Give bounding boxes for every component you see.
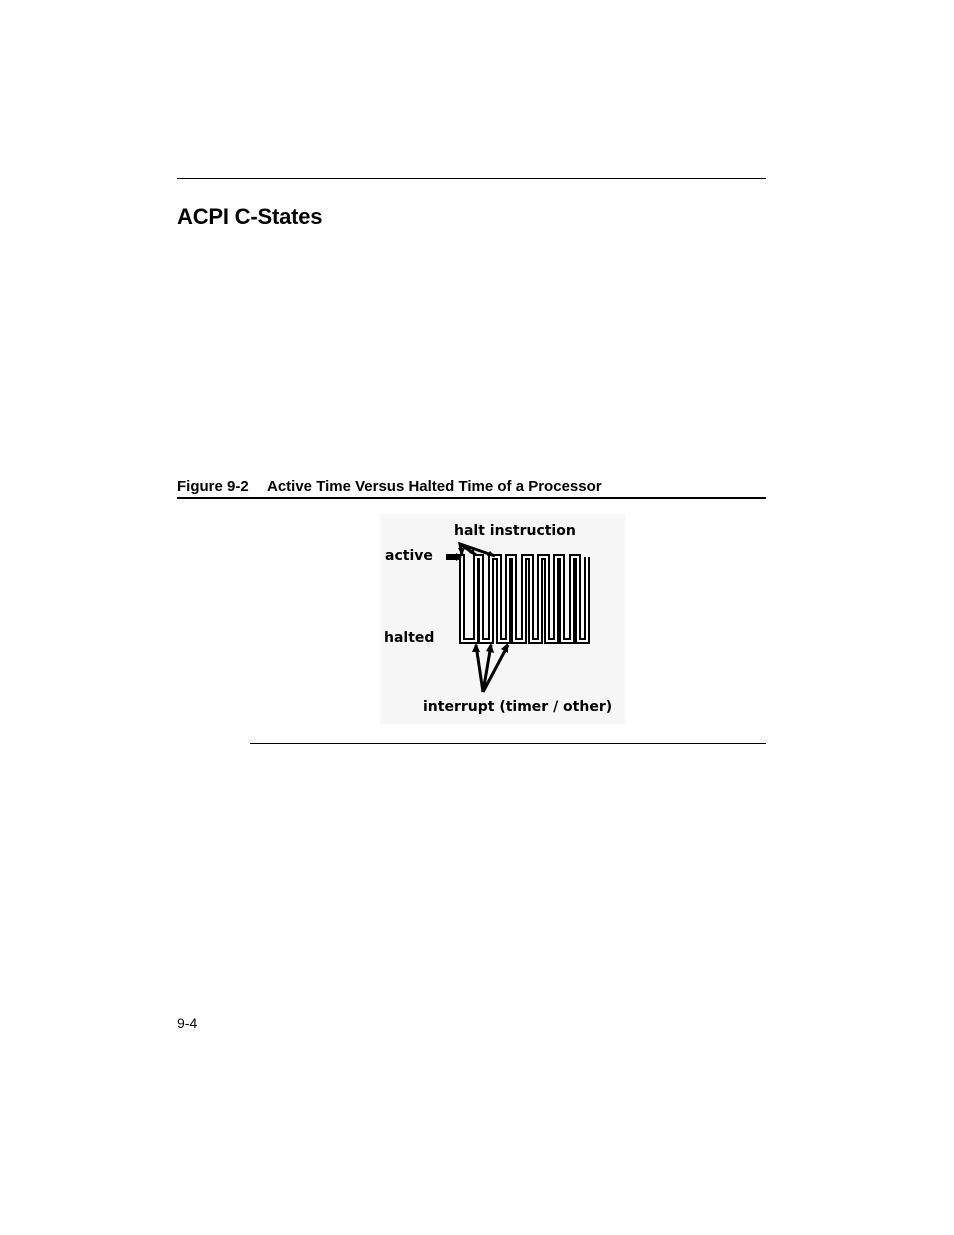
figure-number: Figure 9-2 (177, 478, 249, 495)
interrupt-label: interrupt (timer / other) (423, 699, 613, 715)
figure-caption (177, 478, 766, 499)
top-rule (177, 178, 766, 179)
halted-label: halted (384, 630, 435, 646)
figure-bottom-rule (250, 743, 766, 744)
active-label: active (385, 548, 433, 564)
figure-title: Active Time Versus Halted Time of a Processor (267, 478, 602, 495)
processor-state-diagram (380, 514, 625, 724)
section-title: ACPI C-States (177, 204, 323, 229)
halt-instruction-label: halt instruction (454, 523, 576, 539)
figure-diagram (380, 514, 625, 724)
page-number: 9-4 (177, 1015, 198, 1031)
